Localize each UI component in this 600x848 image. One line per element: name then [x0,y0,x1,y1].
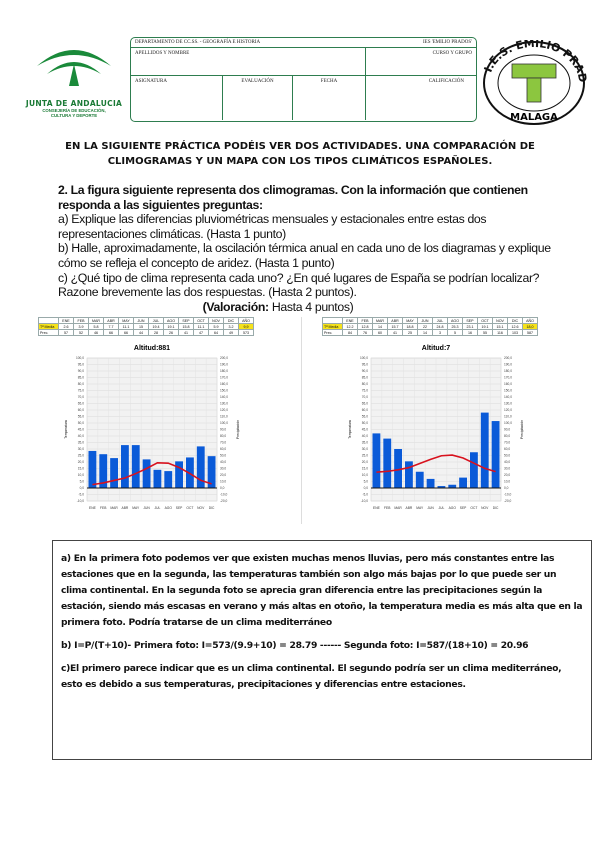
x-tick-label: JUL [154,506,161,510]
y-tick-right: 110,0 [504,414,512,419]
y-tick-left: 25,0 [361,453,368,458]
y-tick-right: 90,0 [220,427,227,432]
climograph-2 [306,317,586,524]
y-tick-left: 15,0 [361,466,368,471]
y-tick-right: 60,0 [220,447,227,452]
precipitation-bar [121,445,129,488]
y-tick-left: -5,0 [78,492,84,497]
table-cell: 52 [74,330,89,336]
y-tick-right: 120,0 [220,408,228,413]
table-cell: 25 [403,330,418,336]
junta-andalucia-logo: JUNTA DE ANDALUCIA CONSEJERÍA DE EDUCACIÓN, CULTURA Y DEPORTE [20,40,128,120]
x-tick-label: JUN [427,506,434,510]
table-cell: FEB [74,318,89,324]
precipitation-bar [405,461,413,488]
y-tick-right: 160,0 [504,382,512,387]
y-tick-right: 30,0 [504,466,511,471]
table-cell: 49 [224,330,239,336]
y-tick-left: 30,0 [77,447,84,452]
table-cell: 11.1 [194,324,209,330]
y-tick-right: 50,0 [504,453,511,458]
question-b: b) Halle, aproximadamente, la oscilación térmica anual en cada uno de los diagramas y explique cómo se refleja el concepto de aridez. (Hasta 1 punto) [58,241,551,270]
precipitation-bar [481,413,489,488]
chart-title: Altitud:7 [421,345,451,352]
table-cell: 41 [388,330,403,336]
table-cell: OCT [478,318,493,324]
y-tick-left: 90,0 [361,369,368,374]
x-tick-label: ENE [89,506,96,510]
name-field[interactable]: APELLIDOS Y NOMBRE [131,48,366,75]
y-tick-right: -20,0 [220,499,228,504]
y-tick-left: 5,0 [363,479,368,484]
y-tick-left: 75,0 [361,388,368,393]
table-cell: 18,0 [523,324,538,330]
course-field[interactable]: CURSO Y GRUPO [432,51,472,56]
y-tick-left: 10,0 [77,473,84,478]
answer-box[interactable] [52,540,592,760]
y-tick-right: 180,0 [504,369,512,374]
table-cell: 46 [89,330,104,336]
y-tick-right: 100,0 [504,421,512,426]
table-cell: FEB [358,318,373,324]
y-tick-right: 160,0 [220,382,228,387]
y-tick-left: 60,0 [361,408,368,413]
question-block [58,183,558,314]
table-cell: 23.1 [463,324,478,330]
department-label: DEPARTAMENTO DE CC.SS. - GEOGRAFÍA E HISTORIA [135,40,261,45]
precipitation-bar [373,433,381,488]
date-field[interactable]: FECHA [293,76,366,120]
climograph-1 [22,317,302,524]
climate-table [322,317,538,336]
table-cell: JUN [134,318,149,324]
x-tick-label: SEP [175,506,183,510]
table-cell: 16 [463,330,478,336]
y-tick-right: 20,0 [504,473,511,478]
y-tick-right: 80,0 [504,434,511,439]
y-tick-left: 50,0 [77,421,84,426]
x-tick-label: OCT [470,506,478,510]
table-cell: 64 [209,330,224,336]
x-tick-label: OCT [186,506,194,510]
table-cell: 5.8 [89,324,104,330]
table-cell: 11.1 [119,324,134,330]
precipitation-bar [110,458,118,488]
table-cell: SEP [463,318,478,324]
evaluation-field[interactable]: EVALUACIÓN [223,76,293,120]
precipitation-bar [492,421,500,488]
table-cell: 19.1 [478,324,493,330]
table-cell: 19.1 [164,324,179,330]
y-tick-right: 120,0 [504,408,512,413]
x-tick-label: NOV [481,506,489,510]
y-tick-left: 90,0 [77,369,84,374]
table-cell: MAR [89,318,104,324]
y-tick-left: 20,0 [77,460,84,465]
precipitation-bar [459,478,467,488]
y-tick-left: 50,0 [361,421,368,426]
y-tick-left: 25,0 [77,453,84,458]
climograph-chart [306,336,581,521]
table-cell: 12.6 [508,324,523,330]
subject-field[interactable]: ASIGNATURA [131,76,223,120]
table-cell: 7.7 [104,324,119,330]
x-tick-label: JUL [438,506,445,510]
x-tick-label: ENE [373,506,380,510]
y-tick-left: 45,0 [77,427,84,432]
climograph-chart [22,336,297,521]
table-cell: 3 [433,330,448,336]
y-tick-right: 140,0 [504,395,512,400]
table-cell: 587 [523,330,538,336]
y-tick-left: 35,0 [361,440,368,445]
y-tick-left: 100,0 [76,356,84,361]
table-cell: 60 [373,330,388,336]
table-cell: Tª Media [323,324,343,330]
y-tick-right: 150,0 [220,388,228,393]
table-cell: 573 [239,330,254,336]
y-tick-left: 85,0 [77,375,84,380]
table-cell: AGO [164,318,179,324]
y-tick-left: 55,0 [77,414,84,419]
x-tick-label: DIC [208,506,215,510]
table-cell: 84 [343,330,358,336]
school-label: IES 'EMILIO PRADOS' [422,40,472,45]
table-cell: 66 [119,330,134,336]
y-tick-right: 130,0 [220,401,228,406]
table-cell: 24.8 [433,324,448,330]
answer-c: c)El primero parece indicar que es un clima continental. El segundo podría ser un clima mediterráneo, esto es debido a sus temperaturas, precipitaciones y diferencias entre estaciones. [61,663,562,690]
x-tick-label: MAY [132,506,140,510]
table-cell: 26 [164,330,179,336]
table-row [323,330,538,336]
table-cell: MAY [403,318,418,324]
table-cell: 2.6 [59,324,74,330]
valuation: (Valoración: Hasta 4 puntos) [202,299,354,314]
y-tick-right: 200,0 [220,356,228,361]
table-cell: JUL [149,318,164,324]
x-tick-label: FEB [100,506,107,510]
table-cell: Prec. [39,330,59,336]
table-cell: AÑO [523,318,538,324]
table-cell: 25.3 [448,324,463,330]
x-tick-label: MAY [416,506,424,510]
y-tick-left: 70,0 [361,395,368,400]
y-tick-right: 0,0 [220,486,225,491]
y-tick-left: 55,0 [361,414,368,419]
table-cell: 15.1 [493,324,508,330]
x-tick-label: MAR [110,506,118,510]
precipitation-bar [175,461,183,488]
table-cell: 19.4 [149,324,164,330]
x-tick-label: AGO [448,506,456,510]
y-tick-right: 10,0 [220,479,227,484]
precipitation-bar [470,452,478,488]
table-cell: JUL [433,318,448,324]
table-cell: AGO [448,318,463,324]
precipitation-bar [427,479,435,488]
table-cell: 14 [418,330,433,336]
y-axis-label-left: Temperatura [64,420,68,439]
y-tick-right: -20,0 [504,499,512,504]
y-tick-right: 170,0 [504,375,512,380]
precipitation-bar [132,445,140,488]
y-tick-right: 170,0 [220,375,228,380]
table-cell: 15 [134,324,149,330]
y-tick-right: 70,0 [504,440,511,445]
table-cell: DIC [508,318,523,324]
table-cell: ABR [104,318,119,324]
y-tick-left: 15,0 [77,466,84,471]
y-tick-right: 180,0 [220,369,228,374]
y-tick-left: 65,0 [361,401,368,406]
y-tick-right: 80,0 [220,434,227,439]
y-tick-right: 110,0 [220,414,228,419]
y-tick-right: 150,0 [504,388,512,393]
precipitation-bar [383,439,391,488]
table-cell: 9,9 [239,324,254,330]
table-cell: OCT [194,318,209,324]
y-tick-left: 20,0 [361,460,368,465]
table-row [39,330,254,336]
student-header-form [130,37,477,122]
y-axis-label-right: Precipitación [520,420,524,439]
y-tick-left: 10,0 [361,473,368,478]
x-tick-label: SEP [459,506,467,510]
table-cell: 103 [508,330,523,336]
y-tick-left: 100,0 [360,356,368,361]
x-tick-label: JUN [143,506,150,510]
y-tick-left: 85,0 [361,375,368,380]
y-tick-right: 130,0 [504,401,512,406]
table-cell: ABR [388,318,403,324]
y-tick-right: 60,0 [504,447,511,452]
y-tick-left: 95,0 [77,362,84,367]
table-cell: 5.9 [209,324,224,330]
table-cell: 28 [149,330,164,336]
table-cell: Tª Media [39,324,59,330]
y-tick-left: 80,0 [77,382,84,387]
table-cell: 15.8 [179,324,194,330]
table-cell: 3.2 [224,324,239,330]
table-cell: MAR [373,318,388,324]
y-axis-label-left: Temperatura [348,420,352,439]
table-cell: AÑO [239,318,254,324]
y-tick-left: 40,0 [77,434,84,439]
svg-text:MALAGA: MALAGA [510,112,558,123]
y-tick-left: -10,0 [360,499,368,504]
table-cell: 5 [448,330,463,336]
svg-text:I.E.S. EMILIO PRADOS: I.E.S. EMILIO PRAD [481,40,588,84]
junta-emblem-icon [29,40,119,92]
x-tick-label: MAR [394,506,402,510]
table-cell: JUN [418,318,433,324]
table-cell: DIC [224,318,239,324]
climate-table [38,317,254,336]
answer-a: a) En la primera foto podemos ver que existen muchas menos lluvias, pero más constantes entre las estaciones que en la segunda, las temperaturas también son algo más bajas por lo que puede ser un clima continental. En la segunda foto se aprecia gran diferencia entre las precipitaciones según la estación, siendo más escasas en verano y más altas en otoño, la temperatura media es más alta que en la primera foto. Podría tratarse de un clima mediterráneo [61,553,583,628]
x-tick-label: FEB [384,506,391,510]
precipitation-bar [143,459,151,488]
table-cell: ENE [59,318,74,324]
y-tick-right: 10,0 [504,479,511,484]
y-tick-left: 60,0 [77,408,84,413]
y-tick-left: -5,0 [362,492,368,497]
y-tick-right: 90,0 [504,427,511,432]
table-cell: 66 [104,330,119,336]
precipitation-bar [89,451,97,488]
y-tick-right: 40,0 [220,460,227,465]
table-cell: NOV [493,318,508,324]
y-tick-right: 190,0 [504,362,512,367]
table-cell: 47 [194,330,209,336]
ies-emilio-prados-seal [480,40,588,126]
table-cell: Prec. [323,330,343,336]
table-cell: MAY [119,318,134,324]
y-tick-left: 40,0 [361,434,368,439]
y-axis-label-right: Precipitación [236,420,240,439]
y-tick-left: 30,0 [361,447,368,452]
x-tick-label: DIC [492,506,499,510]
precipitation-bar [154,470,162,488]
question-title: 2. La figura siguiente representa dos climogramas. Con la información que contienen responda a las siguientes preguntas: [58,183,528,212]
y-tick-left: -10,0 [76,499,84,504]
table-cell: 76 [358,330,373,336]
x-tick-label: NOV [197,506,205,510]
y-tick-right: 40,0 [504,460,511,465]
y-tick-left: 95,0 [361,362,368,367]
chart-title: Altitud:881 [133,345,171,352]
table-cell: 18.8 [403,324,418,330]
y-tick-right: 190,0 [220,362,228,367]
y-tick-right: -10,0 [220,492,228,497]
table-cell: 22 [418,324,433,330]
y-tick-right: 50,0 [220,453,227,458]
y-tick-left: 75,0 [77,388,84,393]
y-tick-left: 5,0 [79,479,84,484]
y-tick-left: 80,0 [361,382,368,387]
answer-b: b) I=P/(T+10)- Primera foto: I=573/(9.9+10) = 28.79 ------ Segunda foto: I=587/(18+10) = 20.96 [61,640,529,651]
y-tick-right: 100,0 [220,421,228,426]
intro-heading: EN LA SIGUIENTE PRÁCTICA PODÉIS VER DOS ACTIVIDADES. UNA COMPARACIÓN DE CLIMOGRAMAS Y UN MAPA CON LOS TIPOS CLIMÁTICOS ESPAÑOLES. [65,141,535,167]
table-cell: 57 [59,330,74,336]
x-tick-label: ABR [121,506,129,510]
y-tick-left: 35,0 [77,440,84,445]
y-tick-right: 30,0 [220,466,227,471]
table-cell: 12.2 [343,324,358,330]
y-tick-right: 140,0 [220,395,228,400]
y-tick-right: -10,0 [504,492,512,497]
table-cell: 3.9 [74,324,89,330]
table-cell: 55 [478,330,493,336]
table-cell: 44 [134,330,149,336]
grade-field[interactable]: CALIFICACIÓN [428,79,464,84]
table-cell: 41 [179,330,194,336]
precipitation-bar [164,471,172,488]
y-tick-right: 200,0 [504,356,512,361]
table-cell: 116 [493,330,508,336]
y-tick-right: 0,0 [504,486,509,491]
precipitation-bar [416,472,424,488]
y-tick-left: 65,0 [77,401,84,406]
y-tick-left: 0,0 [363,486,368,491]
table-cell: ENE [343,318,358,324]
y-tick-left: 0,0 [79,486,84,491]
y-tick-left: 70,0 [77,395,84,400]
table-cell: 15.7 [388,324,403,330]
x-tick-label: ABR [405,506,413,510]
table-cell: SEP [179,318,194,324]
y-tick-right: 20,0 [220,473,227,478]
table-cell: 12.8 [358,324,373,330]
question-c: c) ¿Qué tipo de clima representa cada uno? ¿En qué lugares de España se podrían localizar? Razone brevemente las dos respuestas. (Hasta 2 puntos). [58,270,540,300]
table-cell: NOV [209,318,224,324]
table-cell: 14 [373,324,388,330]
question-a: a) Explique las diferencias pluviométricas mensuales y estacionales entre estas dos representaciones climáticas. (Hasta 1 punto) [58,212,487,241]
y-tick-right: 70,0 [220,440,227,445]
y-tick-left: 45,0 [361,427,368,432]
x-tick-label: AGO [164,506,172,510]
